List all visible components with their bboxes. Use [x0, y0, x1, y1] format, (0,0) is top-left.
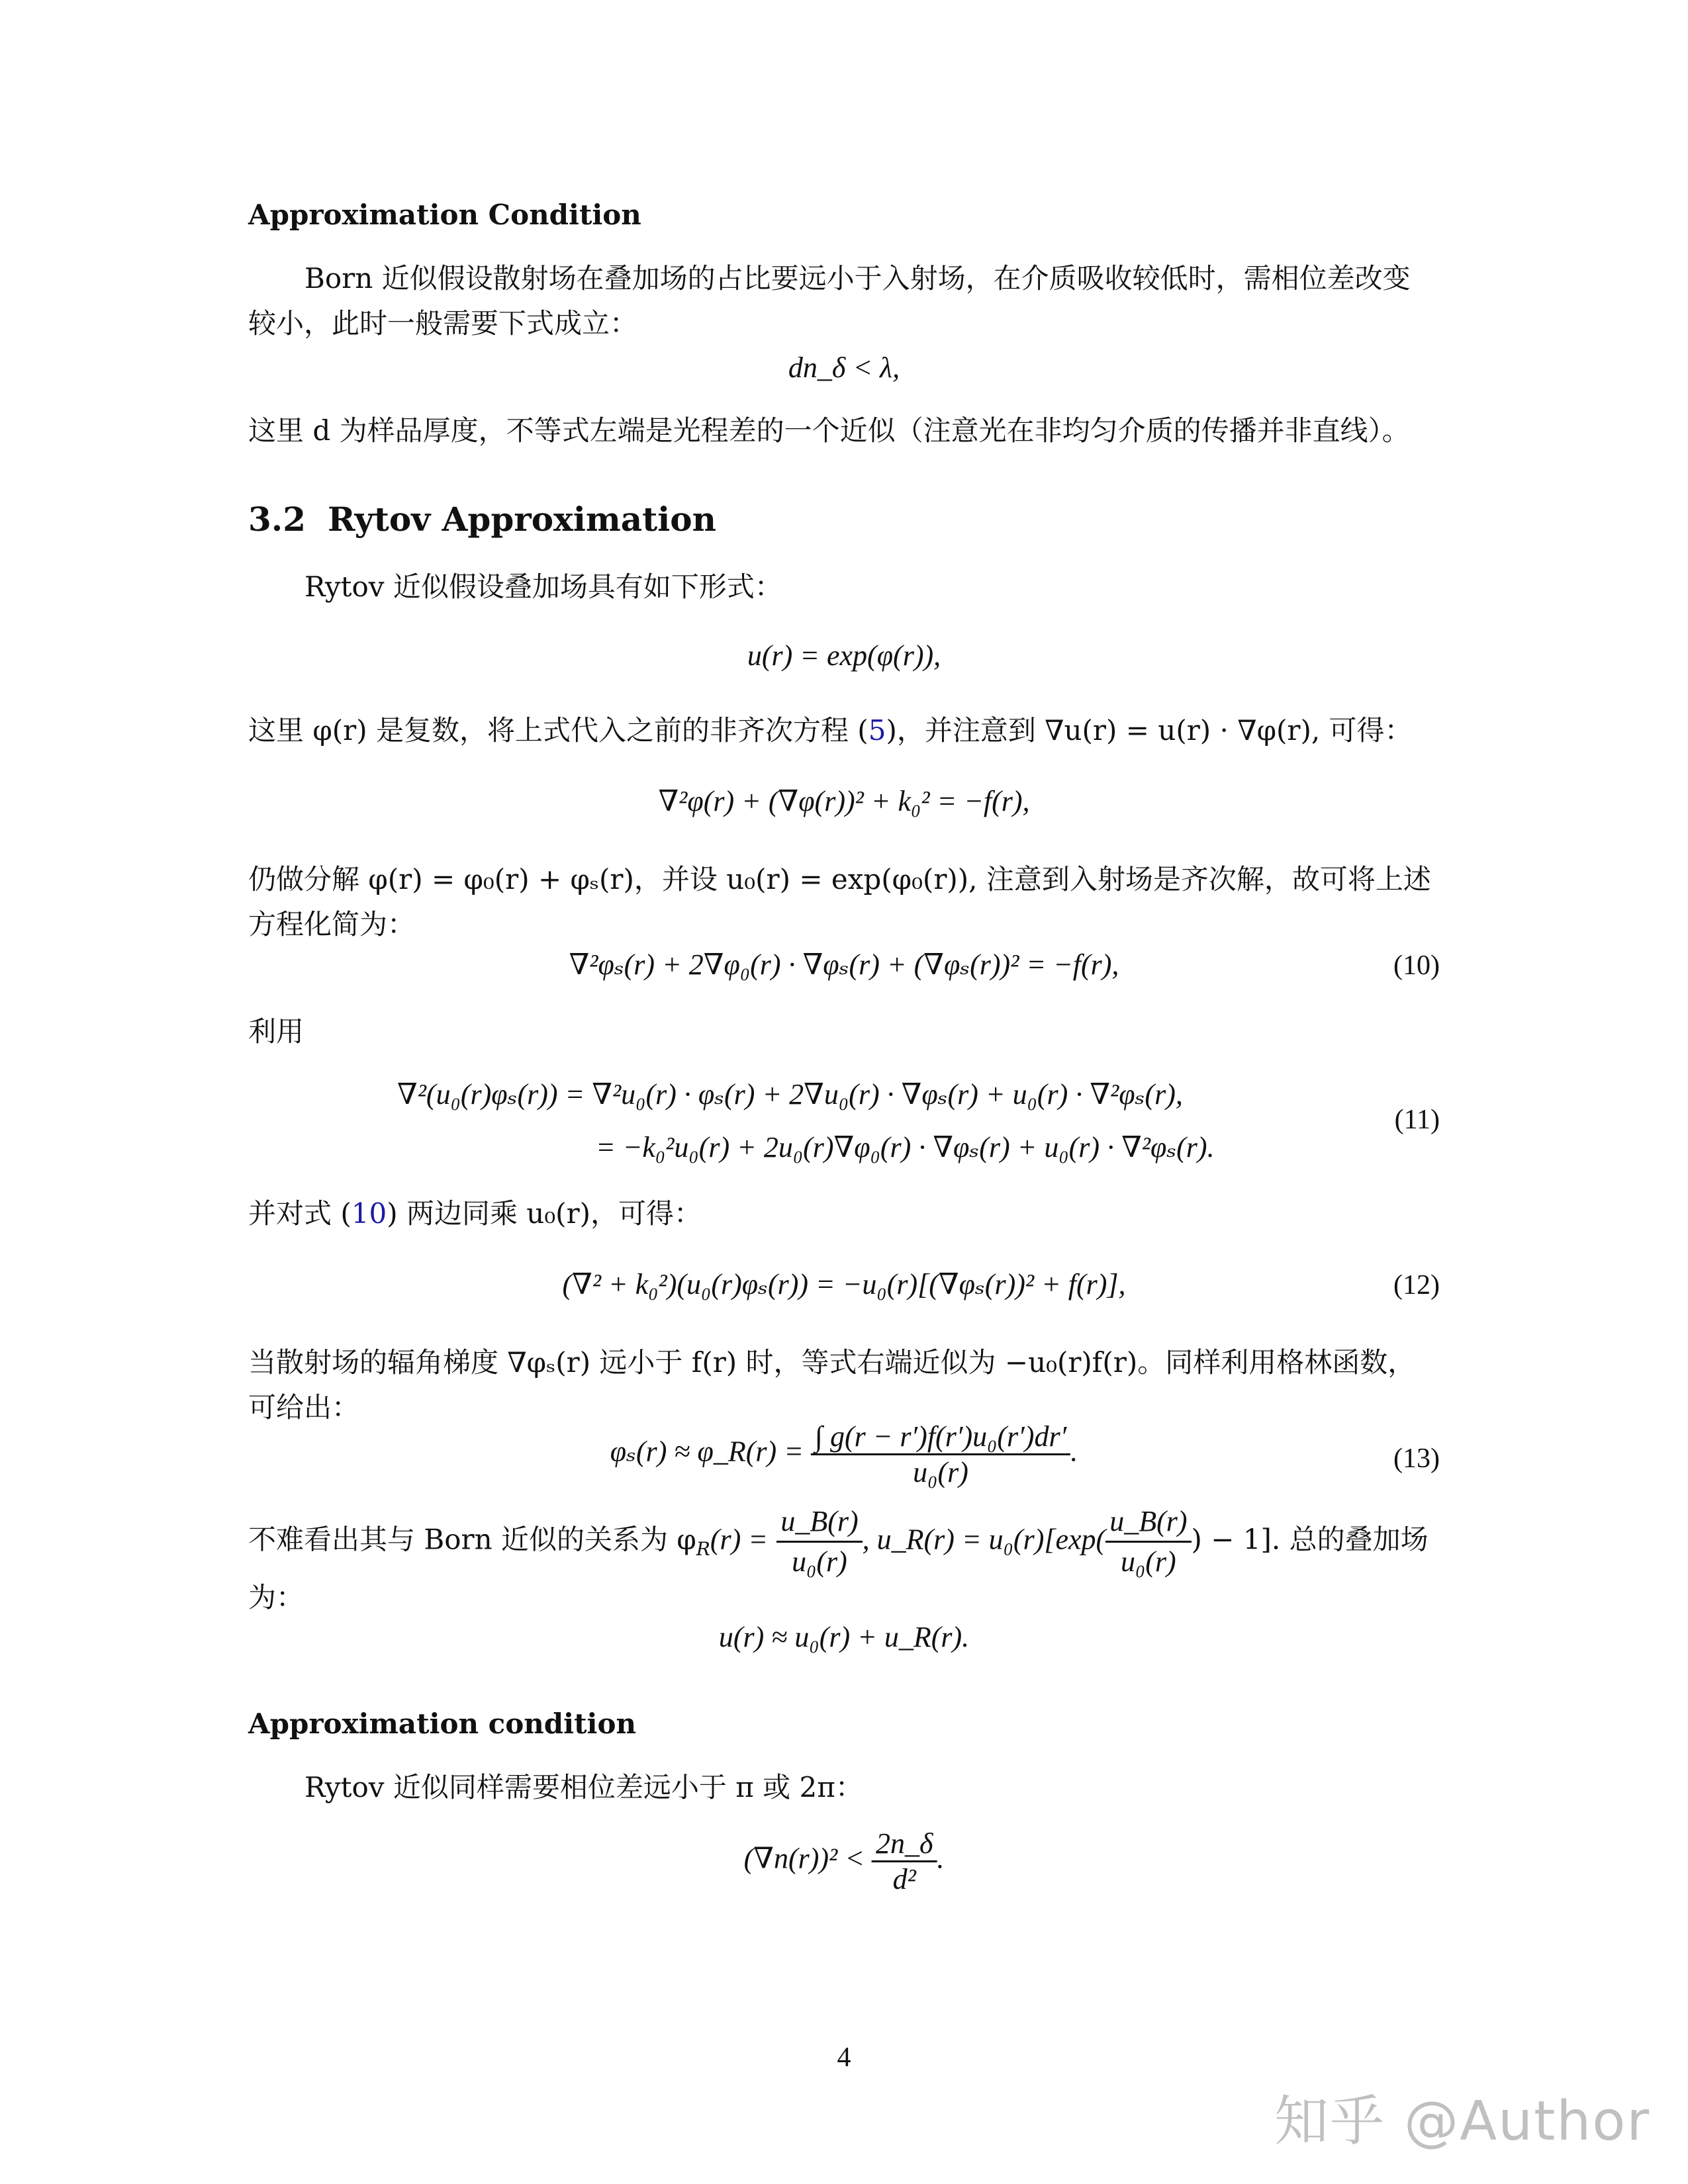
relation-mid: , u_R(r) = u₀(r)[exp( — [862, 1523, 1106, 1556]
paragraph-rytov-intro: Rytov 近似假设叠加场具有如下形式： — [305, 570, 782, 603]
paragraph-complex-phase-b: )，并注意到 ∇u(r) = u(r) · ∇φ(r), 可得： — [886, 714, 1413, 747]
relation-lhs: (r) = — [710, 1523, 768, 1556]
paragraph-using: 利用 — [248, 1015, 305, 1048]
equation-13-fraction — [811, 1420, 1070, 1489]
equation-total-field: u(r) ≈ u₀(r) + u_R(r). — [718, 1621, 970, 1653]
section-number: 3.2 — [248, 500, 306, 539]
paragraph-relation-line2: 为： — [248, 1581, 305, 1614]
equation-ref-5-link[interactable]: 5 — [868, 714, 886, 747]
equation-13-lhs: φₛ(r) ≈ φ_R(r) = — [610, 1435, 804, 1468]
paragraph-multiply — [248, 1195, 702, 1233]
equation-12: (∇² + k₀²)(u₀(r)φₛ(r)) = −u₀(r)[(∇φₛ(r))² + f(r)], — [562, 1268, 1126, 1300]
paragraph-gradient-line1: 当散射场的辐角梯度 ∇φₛ(r) 远小于 f(r) 时，等式右端近似为 −u₀(r)f(r)。同样利用格林函数， — [248, 1346, 1416, 1379]
subheading-approximation-condition: Approximation Condition — [248, 199, 641, 231]
section-heading — [248, 500, 716, 539]
equation-13-numerator: ∫ g(r − r′)f(r′)u₀(r′)dr′ — [811, 1420, 1070, 1455]
relation-fraction-1-den: u₀(r) — [792, 1545, 847, 1578]
paragraph-multiply-b: ) 两边同乘 u₀(r)，可得： — [387, 1197, 702, 1230]
equation-number-11: (11) — [1394, 1105, 1440, 1135]
equation-ref-10-link[interactable]: 10 — [351, 1197, 387, 1230]
paragraph-born-line2: 较小，此时一般需要下式成立： — [248, 307, 638, 340]
equation-13-denominator: u₀(r) — [913, 1456, 968, 1488]
paragraph-gradient-line2: 可给出： — [248, 1391, 360, 1424]
watermark: 知乎 @Author — [1274, 2090, 1651, 2153]
paragraph-thickness: 这里 d 为样品厚度，不等式左端是光程差的一个近似（注意光在非均匀介质的传播并非直线）。 — [248, 414, 1410, 447]
equation-rytov-condition-num: 2n_δ — [872, 1827, 937, 1862]
paragraph-multiply-a: 并对式 ( — [248, 1197, 352, 1230]
equation-number-10: (10) — [1393, 950, 1440, 981]
page-number: 4 — [837, 2042, 851, 2073]
equation-10: ∇²φₛ(r) + 2∇φ₀(r) · ∇φₛ(r) + (∇φₛ(r))² = −f(r), — [569, 948, 1119, 981]
section-title: Rytov Approximation — [328, 500, 716, 539]
equation-rytov-condition-lhs: (∇n(r))² < — [743, 1842, 865, 1875]
equation-number-12: (12) — [1393, 1270, 1440, 1300]
paragraph-complex-phase-a: 这里 φ(r) 是复数，将上式代入之前的非齐次方程 ( — [248, 714, 868, 747]
equation-rytov-condition-fraction — [872, 1827, 937, 1896]
equation-number-13: (13) — [1393, 1443, 1440, 1474]
paragraph-born-line1: Born 近似假设散射场在叠加场的占比要远小于入射场，在介质吸收较低时，需相位差改变 — [305, 262, 1411, 295]
equation-rytov-condition — [744, 1827, 945, 1896]
equation-11-line2: = −k₀²u₀(r) + 2u₀(r)∇φ₀(r) · ∇φₛ(r) + u₀(r) · ∇²φₛ(r). — [596, 1131, 1215, 1163]
relation-fraction-1 — [776, 1502, 862, 1581]
paragraph-relation: 不难看出其与 Born 近似的关系为 $\varphi_R(r)$ = $\frac{u\_B(r)}{\text{u₀(r)}}$ , u_R(r) = u₀(r)[exp( $\frac{u\_B(r)}{\text{u₀(r)}}$ ) − 1]. 总的叠加场 — [248, 1502, 1429, 1581]
equation-11-line1: ∇²(u₀(r)φₛ(r)) = ∇²u₀(r) · φₛ(r) + 2∇u₀(r) · ∇φₛ(r) + u₀(r) · ∇²φₛ(r), — [397, 1078, 1183, 1111]
paragraph-rytov-condition: Rytov 近似同样需要相位差远小于 π 或 2π： — [305, 1771, 863, 1803]
relation-fraction-1-num: u_B(r) — [776, 1502, 862, 1543]
paragraph-decomposition-line2: 方程化简为： — [248, 908, 416, 940]
equation-rytov-condition-den: d² — [892, 1863, 916, 1895]
relation-tail: ) − 1]. 总的叠加场 — [1191, 1523, 1429, 1556]
equation-rytov-condition-end: . — [937, 1842, 945, 1875]
paragraph-decomposition-line1: 仍做分解 φ(r) = φ₀(r) + φₛ(r)，并设 u₀(r) = exp(φ₀(r)), 注意到入射场是齐次解，故可将上述 — [248, 863, 1431, 895]
subheading-approximation-condition-2: Approximation condition — [248, 1707, 636, 1740]
equation-phi-full: ∇²φ(r) + (∇φ(r))² + k₀² = −f(r), — [658, 785, 1030, 817]
equation-13: φₛ(r) ≈ φ_R(r) = $\frac{\text{∫ g(r − r′)f(r′)u₀(r′)dr′}}{\text{u₀(r)}}$ . — [610, 1420, 1078, 1488]
paragraph-complex-phase — [248, 711, 1413, 750]
relation-fraction-2 — [1105, 1502, 1191, 1581]
relation-fraction-2-num: u_B(r) — [1105, 1502, 1191, 1543]
relation-fraction-2-den: u₀(r) — [1120, 1545, 1176, 1578]
paragraph-relation-a: 不难看出其与 Born 近似的关系为 φ — [248, 1523, 696, 1556]
equation-rytov-form: u(r) = exp(φ(r)), — [747, 639, 941, 672]
equation-born-condition: dn_δ < λ, — [788, 351, 900, 384]
